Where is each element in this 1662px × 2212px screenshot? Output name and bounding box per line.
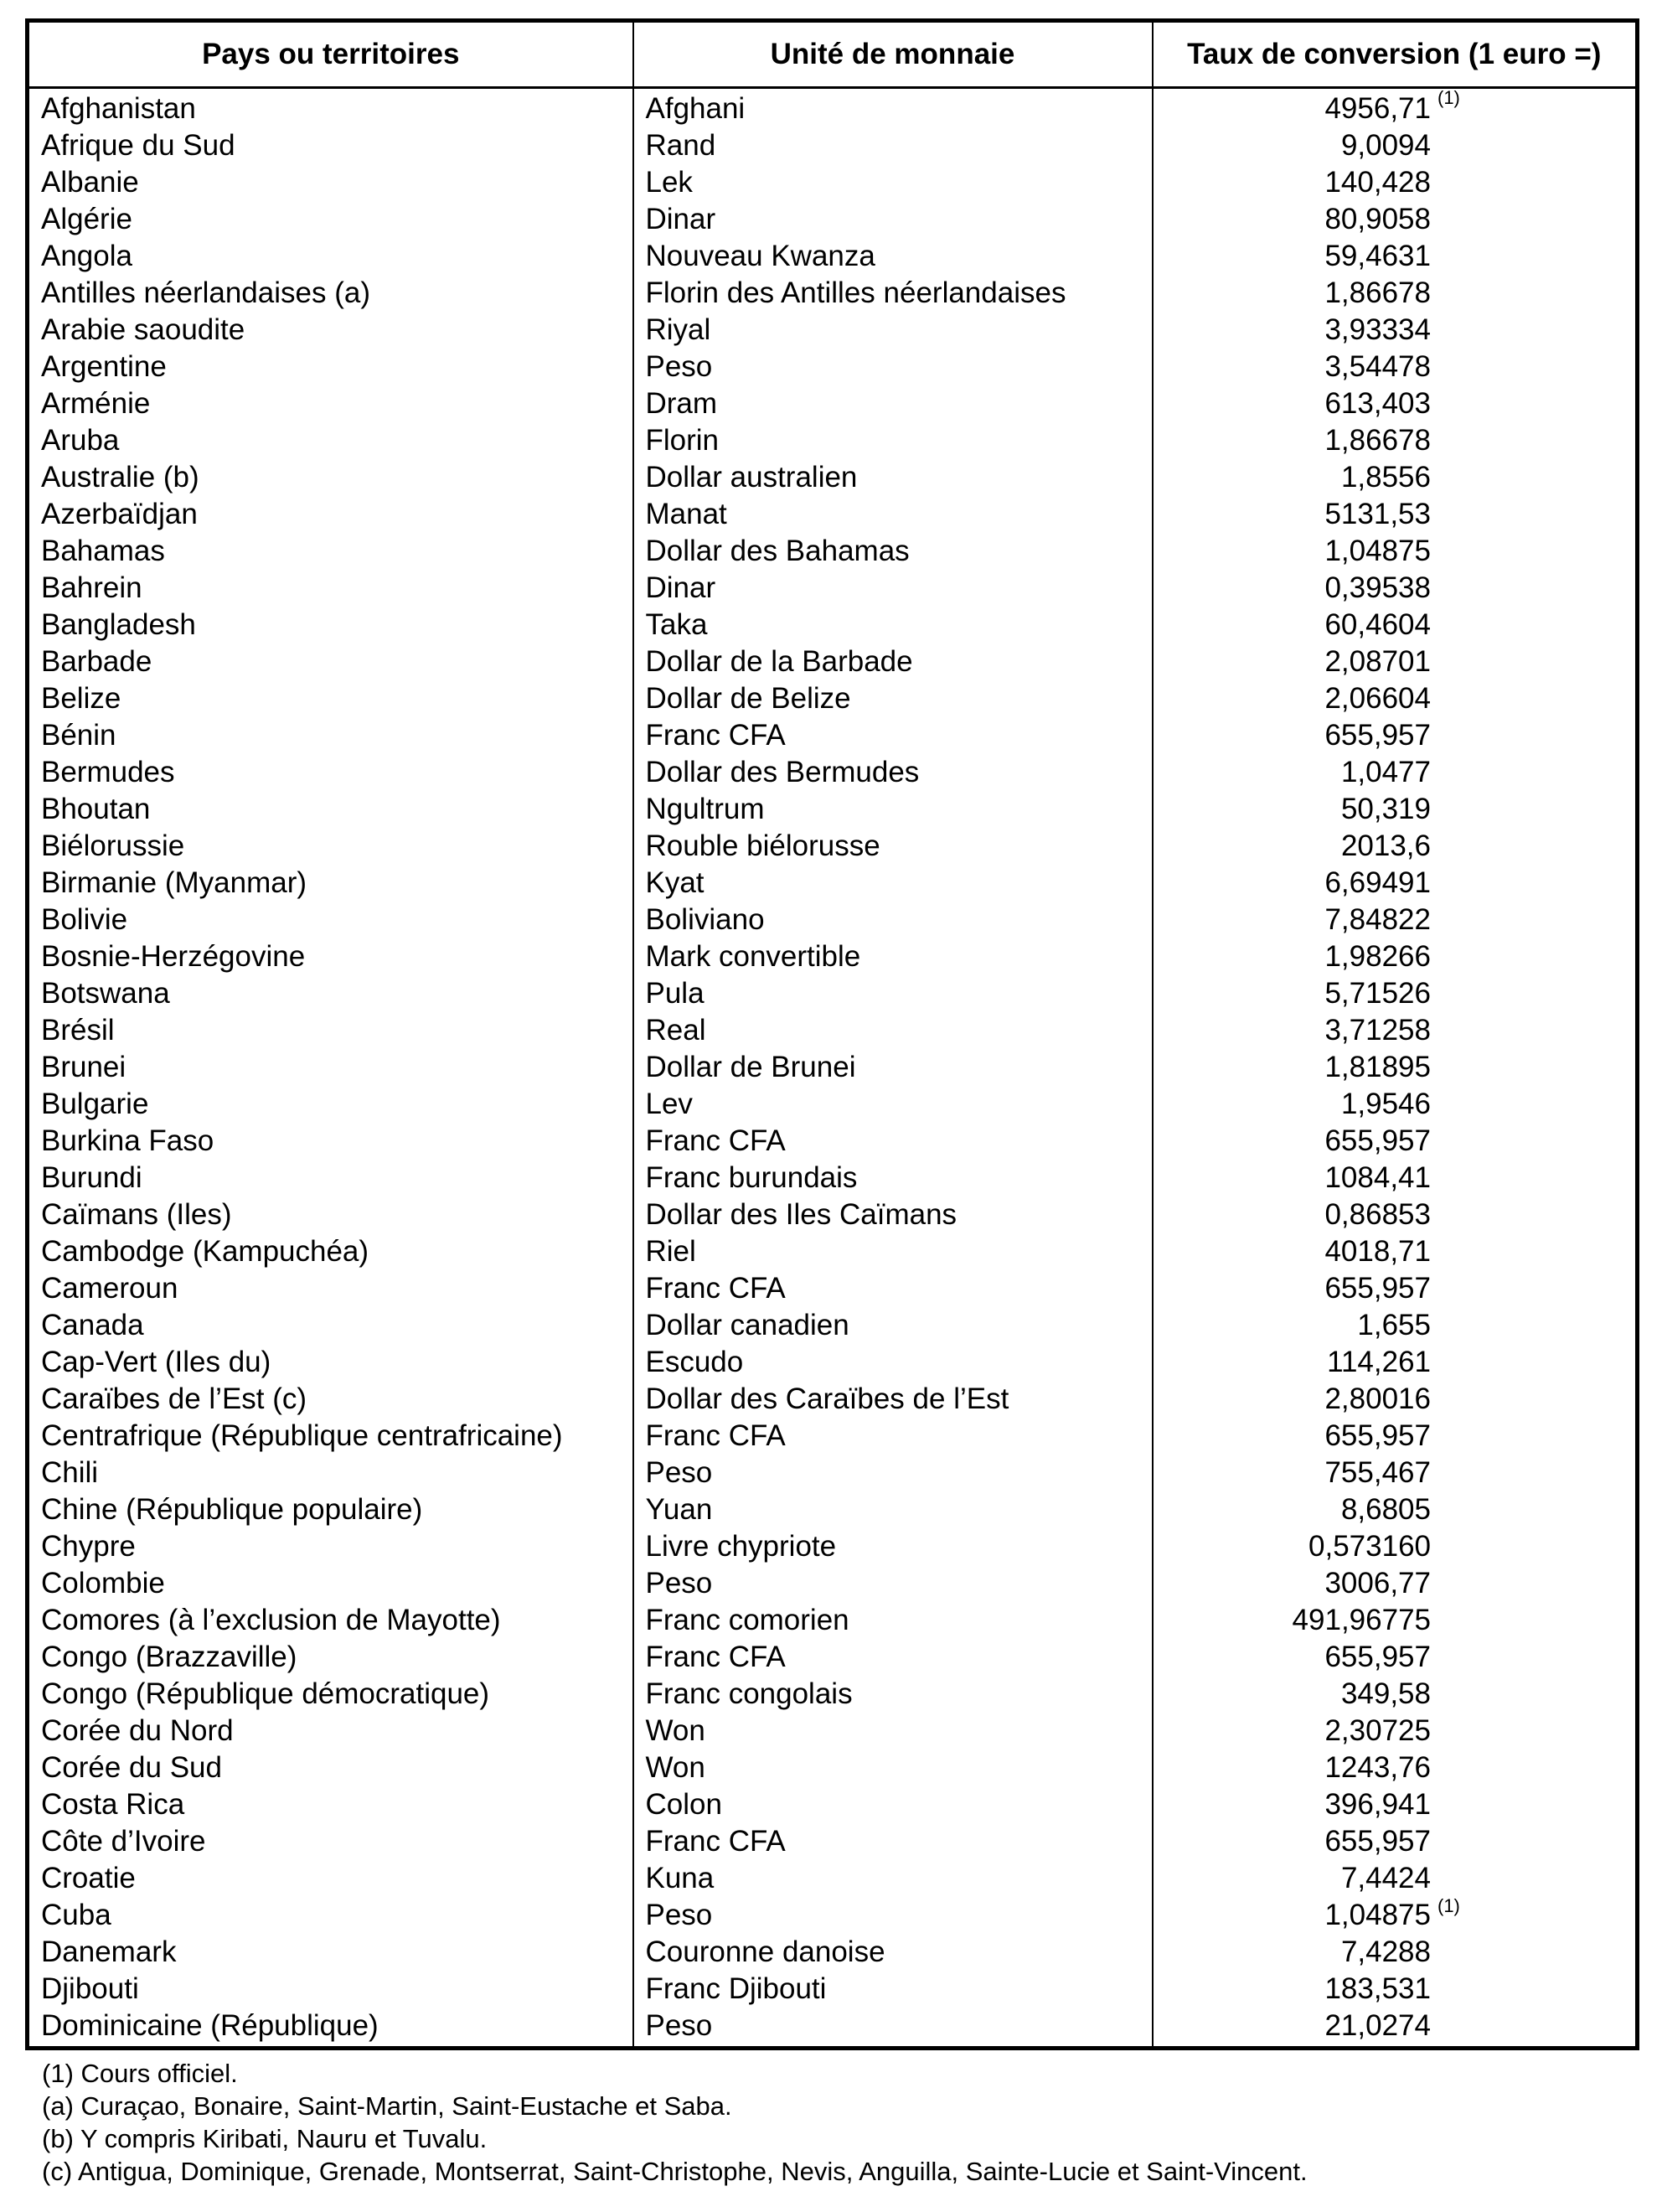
table-row <box>28 791 1638 828</box>
currency-cell: Dinar <box>633 570 1153 607</box>
currency-cell: Kyat <box>633 865 1153 902</box>
currency-cell: Won <box>633 1713 1153 1749</box>
country-cell: Afrique du Sud <box>28 127 633 164</box>
rate-value: 7,84822 <box>1324 903 1431 936</box>
rate-value: 140,428 <box>1324 166 1431 199</box>
currency-cell: Escudo <box>633 1344 1153 1381</box>
table-header-row <box>28 21 1638 88</box>
header-rate: Taux de conversion (1 euro =) <box>1153 21 1638 88</box>
table-row <box>28 1823 1638 1860</box>
currency-cell: Franc CFA <box>633 1639 1153 1676</box>
currency-cell: Pula <box>633 975 1153 1012</box>
rate-value: 7,4288 <box>1340 1936 1431 1968</box>
currency-cell: Franc congolais <box>633 1676 1153 1713</box>
rate-value: 655,957 <box>1324 1419 1431 1452</box>
currency-cell: Peso <box>633 349 1153 385</box>
footnotes <box>25 2057 1635 2188</box>
rate-cell <box>1153 1713 1638 1749</box>
currency-cell: Lek <box>633 164 1153 201</box>
table-row <box>28 164 1638 201</box>
footnote-marker: (1) <box>1437 87 1460 108</box>
rate-value: 4956,71 <box>1324 92 1431 125</box>
country-cell: Cameroun <box>28 1270 633 1307</box>
country-cell: Chypre <box>28 1528 633 1565</box>
country-cell: Burundi <box>28 1160 633 1196</box>
country-cell: Dominicaine (République) <box>28 2008 633 2049</box>
currency-cell: Riel <box>633 1233 1153 1270</box>
table-body <box>28 88 1638 2049</box>
rate-cell <box>1153 1381 1638 1418</box>
currency-cell: Franc comorien <box>633 1602 1153 1639</box>
country-cell: Botswana <box>28 975 633 1012</box>
table-row <box>28 1491 1638 1528</box>
rate-cell <box>1153 1012 1638 1049</box>
country-cell: Aruba <box>28 422 633 459</box>
country-cell: Centrafrique (République centrafricaine) <box>28 1418 633 1455</box>
country-cell: Bulgarie <box>28 1086 633 1123</box>
rate-value: 50,319 <box>1340 793 1431 825</box>
table-row <box>28 1971 1638 2008</box>
currency-cell: Dollar canadien <box>633 1307 1153 1344</box>
country-cell: Algérie <box>28 201 633 238</box>
table-row <box>28 1086 1638 1123</box>
table-row <box>28 1418 1638 1455</box>
rate-value: 114,261 <box>1327 1346 1431 1378</box>
rate-value: 59,4631 <box>1324 240 1431 272</box>
table-row <box>28 2008 1638 2049</box>
table-row <box>28 975 1638 1012</box>
rate-cell <box>1153 754 1638 791</box>
table-row <box>28 1565 1638 1602</box>
rate-cell <box>1153 1897 1638 1934</box>
currency-cell: Peso <box>633 1897 1153 1934</box>
rate-cell <box>1153 385 1638 422</box>
currency-cell: Dollar des Iles Caïmans <box>633 1196 1153 1233</box>
rate-cell <box>1153 275 1638 312</box>
rate-cell <box>1153 1565 1638 1602</box>
currency-cell: Manat <box>633 496 1153 533</box>
currency-cell: Dollar des Bahamas <box>633 533 1153 570</box>
table-row <box>28 1934 1638 1971</box>
currency-cell: Franc CFA <box>633 1418 1153 1455</box>
table-row <box>28 1786 1638 1823</box>
table-row <box>28 607 1638 643</box>
rate-cell <box>1153 422 1638 459</box>
country-cell: Croatie <box>28 1860 633 1897</box>
rate-value: 7,4424 <box>1340 1862 1431 1894</box>
rate-cell <box>1153 1123 1638 1160</box>
country-cell: Belize <box>28 680 633 717</box>
country-cell: Brésil <box>28 1012 633 1049</box>
country-cell: Angola <box>28 238 633 275</box>
currency-cell: Riyal <box>633 312 1153 349</box>
conversion-table <box>25 18 1639 2050</box>
table-row <box>28 828 1638 865</box>
table-row <box>28 1233 1638 1270</box>
rate-value: 0,573160 <box>1308 1530 1431 1563</box>
country-cell: Congo (Brazzaville) <box>28 1639 633 1676</box>
country-cell: Afghanistan <box>28 88 633 128</box>
currency-cell: Won <box>633 1749 1153 1786</box>
currency-cell: Franc CFA <box>633 1270 1153 1307</box>
rate-cell <box>1153 459 1638 496</box>
document-page <box>25 18 1635 2188</box>
rate-value: 5131,53 <box>1324 498 1431 530</box>
table-row <box>28 1049 1638 1086</box>
rate-value: 1084,41 <box>1324 1161 1431 1194</box>
table-row <box>28 312 1638 349</box>
table-row <box>28 459 1638 496</box>
rate-value: 655,957 <box>1324 1825 1431 1858</box>
country-cell: Congo (République démocratique) <box>28 1676 633 1713</box>
country-cell: Comores (à l’exclusion de Mayotte) <box>28 1602 633 1639</box>
rate-value: 80,9058 <box>1324 203 1431 235</box>
currency-cell: Dollar australien <box>633 459 1153 496</box>
country-cell: Djibouti <box>28 1971 633 2008</box>
currency-cell: Boliviano <box>633 902 1153 938</box>
country-cell: Corée du Sud <box>28 1749 633 1786</box>
currency-cell: Peso <box>633 1455 1153 1491</box>
rate-value: 2,08701 <box>1324 645 1431 678</box>
rate-cell <box>1153 1491 1638 1528</box>
country-cell: Brunei <box>28 1049 633 1086</box>
currency-cell: Rouble biélorusse <box>633 828 1153 865</box>
currency-cell: Franc CFA <box>633 717 1153 754</box>
rate-cell <box>1153 349 1638 385</box>
table-row <box>28 533 1638 570</box>
rate-value: 1,81895 <box>1324 1051 1431 1083</box>
currency-cell: Dollar de Brunei <box>633 1049 1153 1086</box>
rate-cell <box>1153 1676 1638 1713</box>
currency-cell: Livre chypriote <box>633 1528 1153 1565</box>
country-cell: Danemark <box>28 1934 633 1971</box>
table-row <box>28 1270 1638 1307</box>
footnote-1: (1) Cours officiel. <box>42 2059 238 2088</box>
country-cell: Caraïbes de l’Est (c) <box>28 1381 633 1418</box>
table-row <box>28 1713 1638 1749</box>
country-cell: Azerbaïdjan <box>28 496 633 533</box>
currency-cell: Dollar des Bermudes <box>633 754 1153 791</box>
country-cell: Corée du Nord <box>28 1713 633 1749</box>
country-cell: Bermudes <box>28 754 633 791</box>
rate-cell <box>1153 680 1638 717</box>
currency-cell: Dollar de la Barbade <box>633 643 1153 680</box>
rate-value: 613,403 <box>1324 387 1431 420</box>
rate-cell <box>1153 1049 1638 1086</box>
table-row <box>28 1196 1638 1233</box>
rate-value: 396,941 <box>1324 1788 1431 1821</box>
country-cell: Bénin <box>28 717 633 754</box>
currency-cell: Ngultrum <box>633 791 1153 828</box>
rate-value: 1,0477 <box>1340 756 1431 788</box>
country-cell: Bangladesh <box>28 607 633 643</box>
country-cell: Côte d’Ivoire <box>28 1823 633 1860</box>
rate-value: 755,467 <box>1324 1456 1431 1489</box>
rate-value: 2,30725 <box>1324 1714 1431 1747</box>
rate-cell <box>1153 975 1638 1012</box>
currency-cell: Real <box>633 1012 1153 1049</box>
rate-value: 0,86853 <box>1324 1198 1431 1231</box>
rate-value: 6,69491 <box>1324 866 1431 899</box>
table-row <box>28 1676 1638 1713</box>
rate-value: 2013,6 <box>1340 830 1431 862</box>
currency-cell: Couronne danoise <box>633 1934 1153 1971</box>
country-cell: Barbade <box>28 643 633 680</box>
footnote-a: (a) Curaçao, Bonaire, Saint-Martin, Saint-Eustache et Saba. <box>42 2091 732 2121</box>
rate-cell <box>1153 717 1638 754</box>
rate-cell <box>1153 865 1638 902</box>
rate-value: 0,39538 <box>1324 571 1431 604</box>
rate-cell <box>1153 938 1638 975</box>
table-row <box>28 680 1638 717</box>
country-cell: Argentine <box>28 349 633 385</box>
footnote-b: (b) Y compris Kiribati, Nauru et Tuvalu. <box>42 2124 488 2153</box>
table-row <box>28 643 1638 680</box>
rate-cell <box>1153 238 1638 275</box>
table-row <box>28 1528 1638 1565</box>
table-row <box>28 570 1638 607</box>
rate-value: 1,86678 <box>1324 424 1431 457</box>
table-row <box>28 1344 1638 1381</box>
currency-cell: Dinar <box>633 201 1153 238</box>
rate-cell <box>1153 1233 1638 1270</box>
rate-value: 8,6805 <box>1340 1493 1431 1526</box>
table-row <box>28 88 1638 128</box>
rate-value: 1,8556 <box>1340 461 1431 494</box>
currency-cell: Colon <box>633 1786 1153 1823</box>
currency-cell: Rand <box>633 127 1153 164</box>
country-cell: Arabie saoudite <box>28 312 633 349</box>
rate-cell <box>1153 1786 1638 1823</box>
country-cell: Bahrein <box>28 570 633 607</box>
table-row <box>28 1160 1638 1196</box>
table-row <box>28 1860 1638 1897</box>
table-row <box>28 201 1638 238</box>
country-cell: Costa Rica <box>28 1786 633 1823</box>
table-row <box>28 275 1638 312</box>
currency-cell: Dollar de Belize <box>633 680 1153 717</box>
country-cell: Cambodge (Kampuchéa) <box>28 1233 633 1270</box>
table-row <box>28 1123 1638 1160</box>
currency-cell: Nouveau Kwanza <box>633 238 1153 275</box>
rate-cell <box>1153 1602 1638 1639</box>
currency-cell: Franc Djibouti <box>633 1971 1153 2008</box>
rate-value: 4018,71 <box>1324 1235 1431 1268</box>
rate-cell <box>1153 127 1638 164</box>
rate-cell <box>1153 1160 1638 1196</box>
currency-cell: Taka <box>633 607 1153 643</box>
rate-cell <box>1153 1270 1638 1307</box>
country-cell: Biélorussie <box>28 828 633 865</box>
rate-cell <box>1153 2008 1638 2049</box>
country-cell: Birmanie (Myanmar) <box>28 865 633 902</box>
currency-cell: Franc CFA <box>633 1123 1153 1160</box>
rate-cell <box>1153 570 1638 607</box>
rate-value: 21,0274 <box>1324 2009 1431 2042</box>
rate-value: 3006,77 <box>1324 1567 1431 1600</box>
rate-value: 2,06604 <box>1324 682 1431 715</box>
rate-value: 60,4604 <box>1324 608 1431 641</box>
country-cell: Chili <box>28 1455 633 1491</box>
table-row <box>28 496 1638 533</box>
table-row <box>28 902 1638 938</box>
rate-cell <box>1153 164 1638 201</box>
currency-cell: Peso <box>633 1565 1153 1602</box>
rate-value: 1,9546 <box>1340 1088 1431 1120</box>
currency-cell: Franc burundais <box>633 1160 1153 1196</box>
rate-value: 1,04875 <box>1324 1899 1431 1931</box>
rate-value: 1,04875 <box>1324 535 1431 567</box>
country-cell: Canada <box>28 1307 633 1344</box>
table-row <box>28 1897 1638 1934</box>
footnote-marker: (1) <box>1437 1895 1460 1916</box>
table-row <box>28 1381 1638 1418</box>
country-cell: Burkina Faso <box>28 1123 633 1160</box>
rate-value: 9,0094 <box>1340 129 1431 162</box>
country-cell: Bhoutan <box>28 791 633 828</box>
rate-cell <box>1153 201 1638 238</box>
table-row <box>28 349 1638 385</box>
currency-cell: Franc CFA <box>633 1823 1153 1860</box>
rate-cell <box>1153 902 1638 938</box>
table-row <box>28 238 1638 275</box>
rate-value: 3,93334 <box>1324 313 1431 346</box>
table-row <box>28 385 1638 422</box>
table-row <box>28 422 1638 459</box>
rate-cell <box>1153 1823 1638 1860</box>
rate-value: 183,531 <box>1324 1972 1431 2005</box>
rate-value: 1,655 <box>1357 1309 1431 1341</box>
rate-cell <box>1153 1860 1638 1897</box>
rate-cell <box>1153 533 1638 570</box>
table-row <box>28 1455 1638 1491</box>
country-cell: Bosnie-Herzégovine <box>28 938 633 975</box>
country-cell: Albanie <box>28 164 633 201</box>
rate-value: 1,98266 <box>1324 940 1431 973</box>
header-currency: Unité de monnaie <box>633 21 1153 88</box>
rate-cell <box>1153 88 1638 128</box>
footnote-c: (c) Antigua, Dominique, Grenade, Montserrat, Saint-Christophe, Nevis, Anguilla, Sainte-Lucie et Saint-Vincent. <box>42 2157 1308 2186</box>
currency-cell: Yuan <box>633 1491 1153 1528</box>
table-row <box>28 717 1638 754</box>
country-cell: Cap-Vert (Iles du) <box>28 1344 633 1381</box>
country-cell: Colombie <box>28 1565 633 1602</box>
rate-cell <box>1153 1418 1638 1455</box>
rate-cell <box>1153 828 1638 865</box>
currency-cell: Peso <box>633 2008 1153 2049</box>
rate-cell <box>1153 1934 1638 1971</box>
rate-cell <box>1153 643 1638 680</box>
rate-value: 491,96775 <box>1292 1604 1431 1636</box>
rate-value: 1,86678 <box>1324 276 1431 309</box>
currency-cell: Florin <box>633 422 1153 459</box>
rate-cell <box>1153 607 1638 643</box>
currency-cell: Dollar des Caraïbes de l’Est <box>633 1381 1153 1418</box>
rate-cell <box>1153 1455 1638 1491</box>
rate-value: 1243,76 <box>1324 1751 1431 1784</box>
table-row <box>28 1012 1638 1049</box>
header-country: Pays ou territoires <box>28 21 633 88</box>
currency-cell: Mark convertible <box>633 938 1153 975</box>
currency-cell: Afghani <box>633 88 1153 128</box>
country-cell: Bahamas <box>28 533 633 570</box>
rate-value: 5,71526 <box>1324 977 1431 1010</box>
country-cell: Chine (République populaire) <box>28 1491 633 1528</box>
country-cell: Cuba <box>28 1897 633 1934</box>
rate-value: 3,54478 <box>1324 350 1431 383</box>
currency-cell: Dram <box>633 385 1153 422</box>
rate-cell <box>1153 312 1638 349</box>
rate-value: 349,58 <box>1340 1677 1431 1710</box>
table-row <box>28 127 1638 164</box>
rate-cell <box>1153 1971 1638 2008</box>
table-row <box>28 1602 1638 1639</box>
country-cell: Caïmans (Iles) <box>28 1196 633 1233</box>
country-cell: Antilles néerlandaises (a) <box>28 275 633 312</box>
rate-value: 3,71258 <box>1324 1014 1431 1047</box>
country-cell: Australie (b) <box>28 459 633 496</box>
rate-value: 2,80016 <box>1324 1382 1431 1415</box>
rate-cell <box>1153 791 1638 828</box>
rate-cell <box>1153 1639 1638 1676</box>
rate-cell <box>1153 1344 1638 1381</box>
currency-cell: Florin des Antilles néerlandaises <box>633 275 1153 312</box>
rate-value: 655,957 <box>1324 1124 1431 1157</box>
rate-value: 655,957 <box>1324 1272 1431 1305</box>
rate-cell <box>1153 1307 1638 1344</box>
table-row <box>28 1307 1638 1344</box>
table-row <box>28 1749 1638 1786</box>
table-row <box>28 1639 1638 1676</box>
country-cell: Arménie <box>28 385 633 422</box>
rate-cell <box>1153 1749 1638 1786</box>
rate-cell <box>1153 1528 1638 1565</box>
table-row <box>28 865 1638 902</box>
rate-cell <box>1153 1196 1638 1233</box>
currency-cell: Lev <box>633 1086 1153 1123</box>
rate-cell <box>1153 1086 1638 1123</box>
rate-cell <box>1153 496 1638 533</box>
table-row <box>28 938 1638 975</box>
currency-cell: Kuna <box>633 1860 1153 1897</box>
table-row <box>28 754 1638 791</box>
country-cell: Bolivie <box>28 902 633 938</box>
rate-value: 655,957 <box>1324 719 1431 752</box>
rate-value: 655,957 <box>1324 1641 1431 1673</box>
